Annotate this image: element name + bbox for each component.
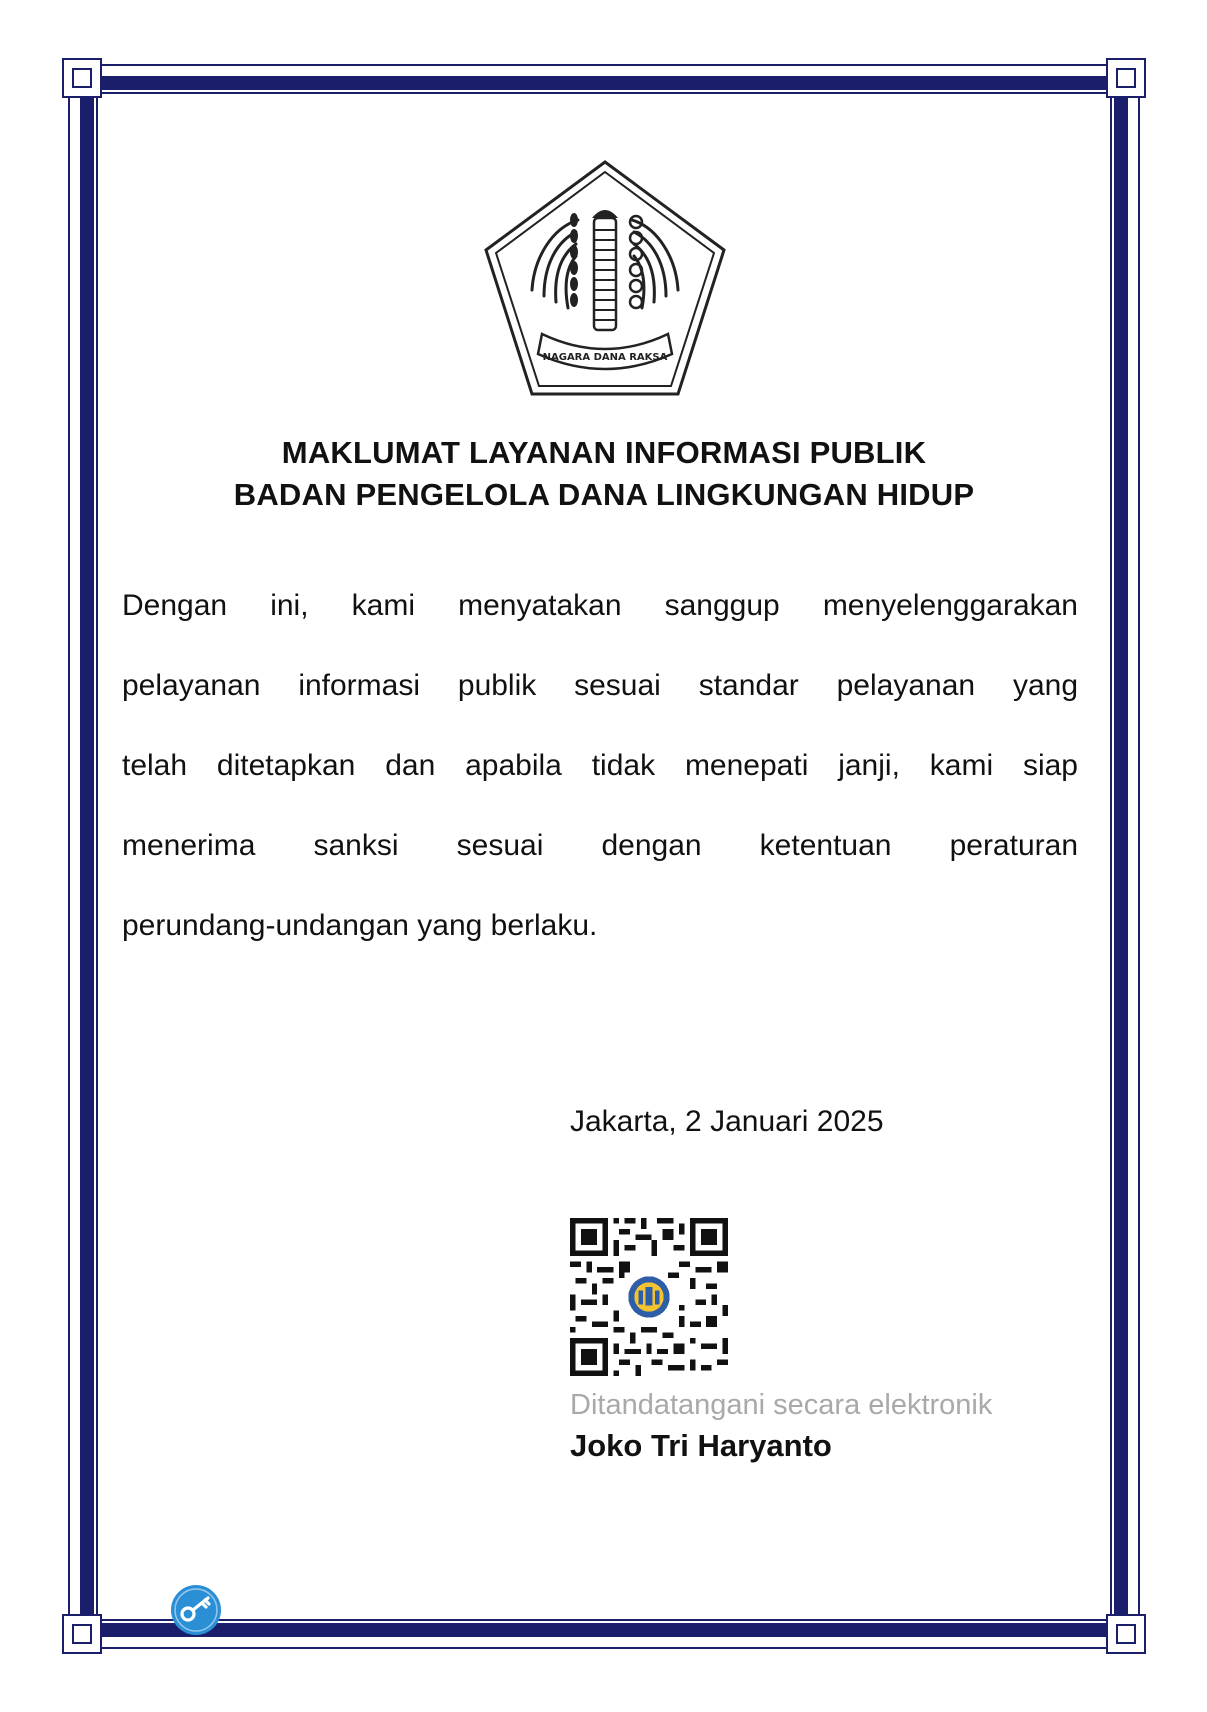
key-badge-icon [170,1584,222,1636]
signed-electronically-label: Ditandatangani secara elektronik [570,1389,993,1421]
body-line-2: pelayanan informasi publik sesuai standar pelayanan yang [122,669,1078,702]
body-line-1: Dengan ini, kami menyatakan sanggup menyelenggarakan [122,589,1078,622]
body-line-5: perundang-undangan yang berlaku. [122,909,598,942]
frame-corner-top-left [62,58,102,98]
signer-name: Joko Tri Haryanto [570,1428,832,1463]
frame-corner-bottom-right [1106,1614,1146,1654]
title-line-1: MAKLUMAT LAYANAN INFORMASI PUBLIK [281,435,927,470]
frame-corner-top-right [1106,58,1146,98]
svg-text:NAGARA DANA RAKSA: NAGARA DANA RAKSA [542,352,668,363]
body-line-3: telah ditetapkan dan apabila tidak menepati janji, kami siap [122,749,1078,782]
body-line-4: menerima sanksi sesuai dengan ketentuan peraturan [122,829,1078,862]
qr-code-icon [570,1218,728,1376]
kemenkeu-emblem-icon [482,158,728,398]
place-date: Jakarta, 2 Januari 2025 [570,1105,884,1138]
title-line-2: BADAN PENGELOLA DANA LINGKUNGAN HIDUP [233,477,975,512]
frame-corner-bottom-left [62,1614,102,1654]
